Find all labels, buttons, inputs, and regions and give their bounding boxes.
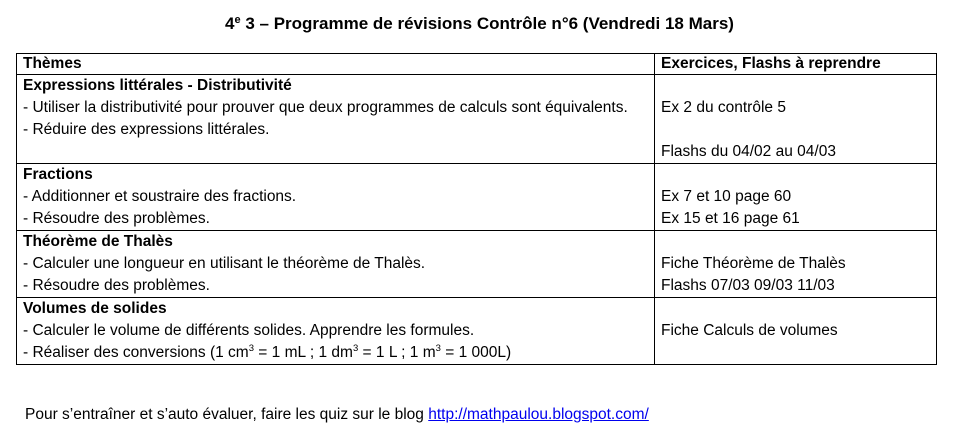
exercises-cell: [655, 164, 937, 231]
theme-item: - Utiliser la distributivité pour prouver que deux programmes de calculs sont équivalents.: [23, 99, 628, 116]
revision-table: [16, 53, 937, 365]
footer-note: [25, 404, 649, 426]
page-title: [0, 12, 959, 36]
exercises-cell: [655, 298, 937, 365]
title-text: 3 – Programme de révisions Contrôle n°6 (Vendredi 18 Mars): [240, 14, 734, 33]
column-header-exercises: Exercices, Flashs à reprendre: [655, 54, 937, 75]
exercise-item: Ex 7 et 10 page 60: [661, 188, 792, 205]
exercise-item: Flashs 07/03 09/03 11/03: [661, 277, 835, 294]
column-header-themes: Thèmes: [17, 54, 655, 75]
theme-cell: [17, 298, 655, 365]
exercises-cell: [655, 231, 937, 298]
exercise-item: Flashs du 04/02 au 04/03: [661, 143, 836, 160]
theme-item: - Additionner et soustraire des fractions.: [23, 188, 297, 205]
theme-item-conversion: - Réaliser des conversions (1 $cm^3 = 1$ mL ; 1 $dm^3 = 1$ L ; 1 $m^3 = 1$ 000L): [23, 343, 512, 361]
theme-title: Expressions littérales - Distributivité: [23, 77, 292, 94]
table-row: [17, 298, 937, 365]
theme-item: - Résoudre des problèmes.: [23, 210, 210, 227]
exercise-item: Fiche Calculs de volumes: [661, 322, 838, 339]
theme-item: - Calculer une longueur en utilisant le théorème de Thalès.: [23, 255, 426, 272]
theme-cell: [17, 164, 655, 231]
exercise-item: Ex 15 et 16 page 61: [661, 210, 800, 227]
exercises-cell: [655, 75, 937, 164]
footer-text: Pour s’entraîner et s’auto évaluer, faire les quiz sur le blog: [25, 406, 429, 423]
theme-cell: [17, 75, 655, 164]
exercise-item: Ex 2 du contrôle 5: [661, 99, 786, 116]
title-level-superscript: e: [234, 14, 241, 26]
exercise-item: Fiche Théorème de Thalès: [661, 255, 846, 272]
theme-title: Volumes de solides: [23, 300, 167, 317]
theme-title: Théorème de Thalès: [23, 233, 173, 250]
theme-item: - Calculer le volume de différents solides. Apprendre les formules.: [23, 322, 475, 339]
title-level: 4: [225, 14, 235, 33]
theme-cell: [17, 231, 655, 298]
table-row: [17, 75, 937, 164]
blog-link[interactable]: http://mathpaulou.blogspot.com/: [428, 406, 649, 423]
table-header-row: [17, 54, 937, 75]
theme-item: - Réduire des expressions littérales.: [23, 121, 270, 138]
theme-title: Fractions: [23, 166, 93, 183]
table-row: [17, 231, 937, 298]
theme-item: - Résoudre des problèmes.: [23, 277, 210, 294]
table-row: [17, 164, 937, 231]
